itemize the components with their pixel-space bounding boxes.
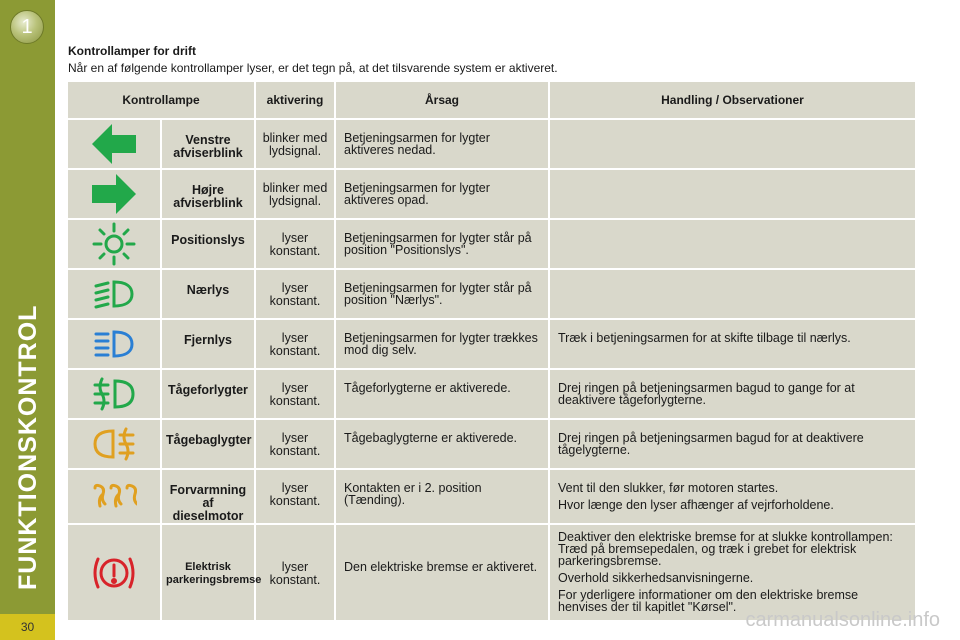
arrow-left-icon [90,122,138,166]
indicator-reason: Betjeningsarmen for lygter trækkes mod dig selv. [336,320,550,368]
position-light-icon [92,222,136,266]
handling-line: Træk i betjeningsarmen for at skifte tilbage til nærlys. [558,331,851,345]
table-row [68,470,915,523]
indicator-handling [550,270,915,318]
table-row [68,420,915,468]
arrow-right-icon [90,172,138,216]
header-activation: aktivering [256,82,336,118]
table-header-row [68,82,915,118]
indicator-handling [550,470,915,523]
sidebar [0,0,55,640]
indicator-name: Nærlys [162,270,256,318]
indicator-activation: blinker med lydsignal. [256,170,336,218]
page-number: 30 [0,614,55,640]
indicator-handling [550,370,915,418]
table-row [68,170,915,218]
handling-line: For yderligere informationer om den elektriske bremse henvises der til kapitlet "Kørsel". [558,588,859,614]
indicator-activation: lyser konstant. [256,370,336,418]
indicator-reason: Betjeningsarmen for lygter står på position "Nærlys". [336,270,550,318]
table-row [68,370,915,418]
indicator-reason: Kontakten er i 2. position (Tænding). [336,470,550,523]
indicator-activation: lyser konstant. [256,525,336,620]
front-fog-icon [91,375,137,413]
indicator-name: Positionslys [162,220,256,268]
indicator-handling [550,420,915,468]
indicator-reason: Tågebaglygterne er aktiverede. [336,420,550,468]
indicator-reason: Betjeningsarmen for lygter aktiveres opad. [336,170,550,218]
indicator-name: Fjernlys [162,320,256,368]
header-indicator: Kontrollampe [68,82,256,118]
indicator-activation: lyser konstant. [256,270,336,318]
chapter-number: 1 [21,15,33,38]
handling-line: Deaktiver den elektriske bremse for at slukke kontrollampen: Træd på bremsepedalen, og træk i grebet for elektrisk parkeringsbremse. [558,530,893,568]
indicator-handling [550,320,915,368]
indicator-reason: Den elektriske bremse er aktiveret. [336,525,550,620]
handling-line: Drej ringen på betjeningsarmen bagud for at deaktivere tågelygterne. [558,431,864,457]
indicator-activation: blinker med lydsignal. [256,120,336,168]
chapter-badge [10,10,44,44]
dipped-beam-icon [92,277,136,311]
section-heading: Kontrollamper for drift [68,44,196,58]
handling-line: Vent til den slukker, før motoren startes. [558,481,779,495]
parking-brake-icon [91,551,137,595]
indicator-activation: lyser konstant. [256,320,336,368]
indicator-name: Tågeforlygter [162,370,256,418]
table-row [68,525,915,620]
header-reason: Årsag [336,82,550,118]
indicator-name: Elektrisk parkeringsbremse [162,525,256,620]
indicator-reason: Tågeforlygterne er aktiverede. [336,370,550,418]
indicator-activation: lyser konstant. [256,470,336,523]
glow-plug-icon [91,482,137,512]
header-handling: Handling / Observationer [550,82,915,118]
intro-text: Når en af følgende kontrollamper lyser, er det tegn på, at det tilsvarende system er aktiveret. [68,61,558,75]
indicator-name: Forvarmning af dieselmotor [162,470,256,523]
indicator-handling [550,525,915,620]
table-row [68,120,915,168]
indicator-table [68,80,915,622]
watermark: carmanualsonline.info [745,609,940,631]
indicator-handling [550,170,915,218]
indicator-activation: lyser konstant. [256,220,336,268]
table-row [68,220,915,268]
table-row [68,320,915,368]
handling-line: Hvor længe den lyser afhænger af vejrforholdene. [558,498,834,512]
table-row [68,270,915,318]
rear-fog-icon [91,425,137,463]
indicator-activation: lyser konstant. [256,420,336,468]
chapter-title: FUNKTIONSKONTROL [13,304,42,590]
indicator-name: Højre afviserblink [162,170,256,218]
indicator-name: Venstre afviserblink [162,120,256,168]
main-beam-icon [92,327,136,361]
indicator-handling [550,120,915,168]
indicator-reason: Betjeningsarmen for lygter står på position "Positionslys". [336,220,550,268]
handling-line: Drej ringen på betjeningsarmen bagud to gange for at deaktivere tågeforlygterne. [558,381,855,407]
handling-line: Overhold sikkerhedsanvisningerne. [558,571,754,585]
indicator-name: Tågebaglygter [162,420,256,468]
indicator-reason: Betjeningsarmen for lygter aktiveres nedad. [336,120,550,168]
indicator-handling [550,220,915,268]
